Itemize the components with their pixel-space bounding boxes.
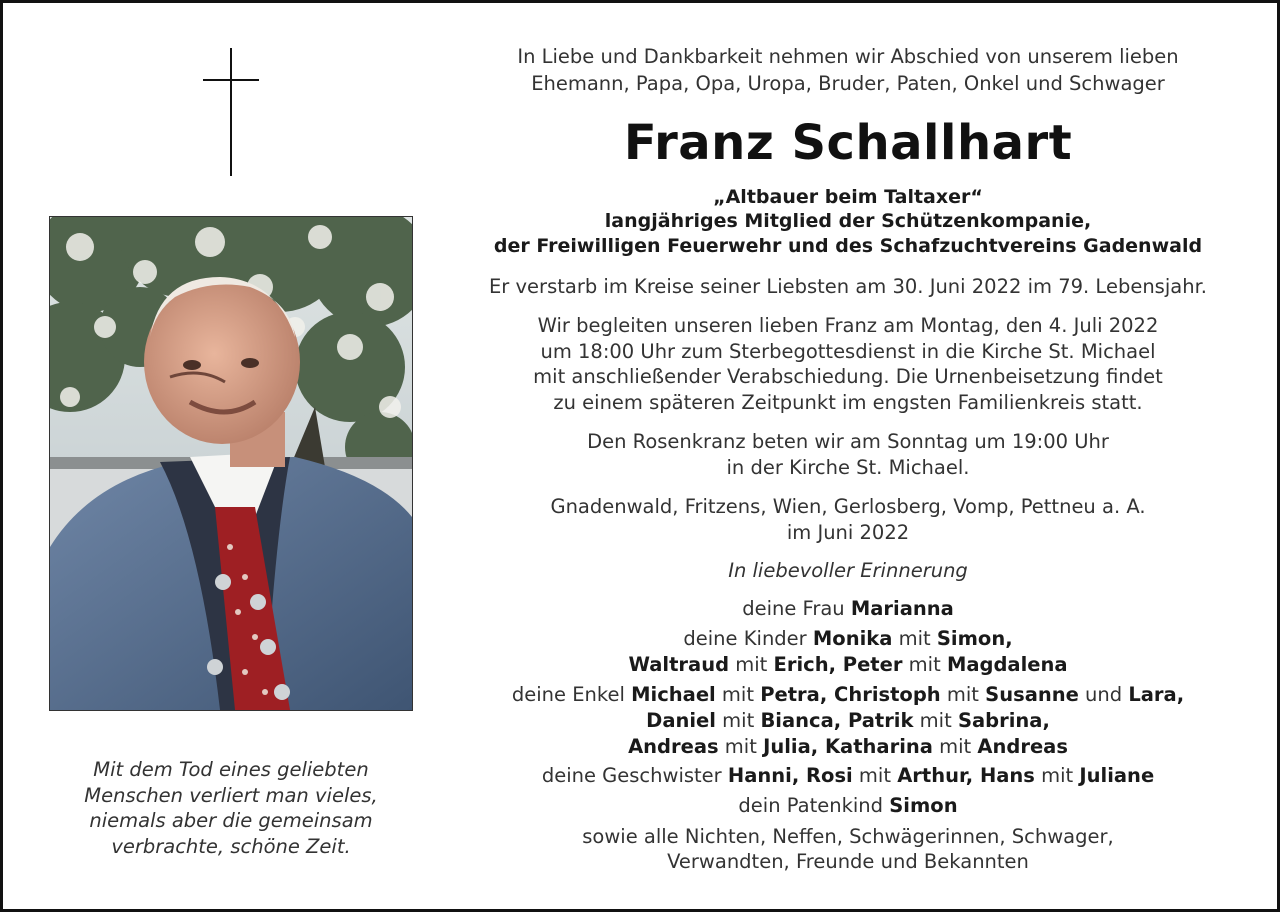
memory-line: In liebevoller Erinnerung <box>728 559 968 582</box>
family-name: Julia, Katharina <box>763 735 933 758</box>
rosary-line: Den Rosenkranz beten wir am Sonntag um 19:00 Uhr <box>587 430 1109 453</box>
portrait-photo <box>49 216 413 711</box>
cross-icon <box>203 48 259 176</box>
family-text: mit <box>729 653 774 676</box>
family-line <box>463 709 1233 732</box>
quote-line: verbrachte, schöne Zeit. <box>111 834 351 858</box>
family-text: mit <box>932 735 978 758</box>
death-line: Er verstarb im Kreise seiner Liebsten am 30. Juni 2022 im 79. Lebensjahr. <box>488 275 1207 298</box>
family-line <box>463 794 1233 817</box>
family-text: mit <box>715 683 761 706</box>
memorial-quote <box>53 757 409 859</box>
intro-line: In Liebe und Dankbarkeit nehmen wir Abschied von unserem lieben <box>517 45 1179 68</box>
subtitle-line: „Altbauer beim Taltaxer“ <box>713 186 983 208</box>
family-name: Bianca, Patrik <box>760 709 914 732</box>
family-text: deine Geschwister <box>541 764 728 787</box>
family-line <box>463 653 1233 676</box>
family-name: Waltraud <box>628 653 730 676</box>
family-text: mit <box>902 653 947 676</box>
family-name: Susanne <box>985 683 1079 706</box>
family-name: Lara, <box>1128 683 1185 706</box>
family-line <box>463 597 1233 620</box>
subtitle-line: der Freiwilligen Feuerwehr und des Schafzuchtvereins Gadenwald <box>493 235 1203 257</box>
funeral-line: zu einem späteren Zeitpunkt im engsten Familienkreis statt. <box>553 391 1143 414</box>
family-text: mit <box>715 709 761 732</box>
rosary-line: in der Kirche St. Michael. <box>726 456 970 479</box>
family-name: Erich, Peter <box>773 653 903 676</box>
family-name: Andreas <box>628 735 719 758</box>
family-name: Arthur, Hans <box>897 764 1035 787</box>
family-line <box>463 825 1233 848</box>
family-line <box>463 627 1233 650</box>
family-name: Andreas <box>977 735 1068 758</box>
family-text: mit <box>718 735 764 758</box>
family-text: sowie alle Nichten, Neffen, Schwägerinnen, Schwager, <box>582 825 1114 848</box>
family-text: deine Frau <box>742 597 851 620</box>
subtitle-line: langjähriges Mitglied der Schützenkompanie, <box>604 210 1092 232</box>
family-line <box>463 683 1233 706</box>
family-text: mit <box>1034 764 1080 787</box>
quote-line: Mit dem Tod eines geliebten <box>93 758 369 781</box>
quote-line: Menschen verliert man vieles, <box>84 783 378 807</box>
intro-line: Ehemann, Papa, Opa, Uropa, Bruder, Paten, Onkel und Schwager <box>531 72 1165 95</box>
places-line: im Juni 2022 <box>786 521 910 544</box>
family-text: dein Patenkind <box>738 794 890 817</box>
family-name: Monika <box>812 627 893 650</box>
family-name: Simon <box>889 794 958 817</box>
family-name: Marianna <box>850 597 954 620</box>
family-text: deine Kinder <box>683 627 813 650</box>
family-name: Magdalena <box>946 653 1068 676</box>
funeral-line: Wir begleiten unseren lieben Franz am Montag, den 4. Juli 2022 <box>537 314 1159 337</box>
family-name: Sabrina, <box>957 709 1050 732</box>
funeral-line: mit anschließender Verabschiedung. Die Urnenbeisetzung findet <box>533 365 1163 388</box>
deceased-name: Franz Schallhart <box>623 115 1073 171</box>
family-name: Simon, <box>936 627 1013 650</box>
family-line <box>463 850 1233 873</box>
family-line <box>463 764 1233 787</box>
family-name: Juliane <box>1079 764 1155 787</box>
family-name: Petra, Christoph <box>760 683 941 706</box>
family-name: Michael <box>631 683 716 706</box>
family-text: mit <box>892 627 937 650</box>
family-text: und <box>1078 683 1129 706</box>
family-text: mit <box>940 683 986 706</box>
places-line: Gnadenwald, Fritzens, Wien, Gerlosberg, Vomp, Pettneu a. A. <box>550 495 1146 518</box>
family-line <box>463 735 1233 758</box>
family-text: Verwandten, Freunde und Bekannten <box>667 850 1029 873</box>
family-text: mit <box>913 709 958 732</box>
family-name: Hanni, Rosi <box>727 764 853 787</box>
funeral-line: um 18:00 Uhr zum Sterbegottesdienst in die Kirche St. Michael <box>540 340 1156 363</box>
quote-line: niemals aber die gemeinsam <box>89 809 373 832</box>
family-text: deine Enkel <box>511 683 632 706</box>
family-name: Daniel <box>646 709 716 732</box>
family-text: mit <box>852 764 898 787</box>
